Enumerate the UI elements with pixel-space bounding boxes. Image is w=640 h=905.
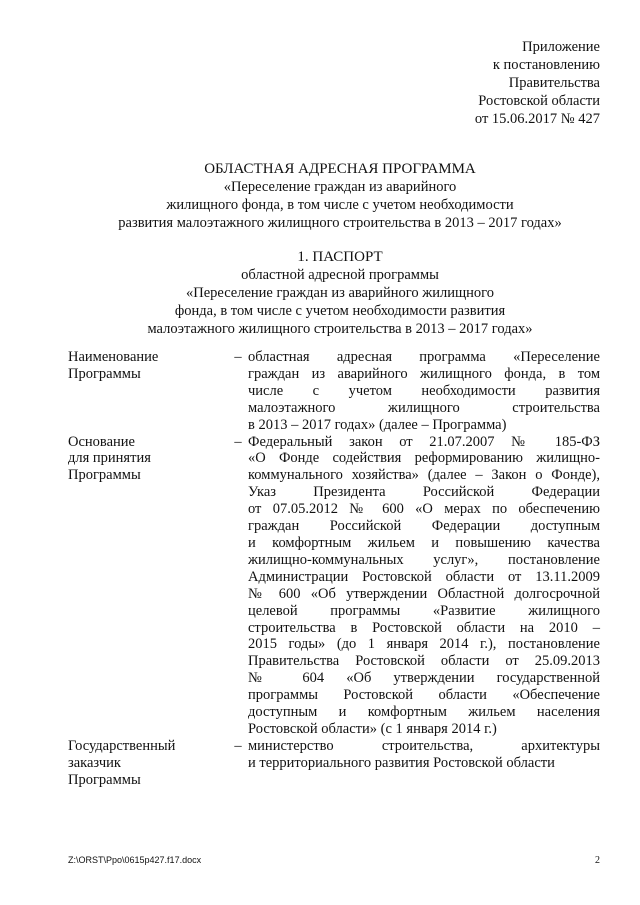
row-label-line: Наименование xyxy=(68,349,159,365)
row-value-line: № 604 «Об утверждении государственной xyxy=(248,670,600,687)
row-label-line: для принятия xyxy=(68,450,151,467)
row-label-line: Программы xyxy=(68,467,141,484)
row-value-line: Указ Президента Российской Федерации xyxy=(248,484,600,501)
program-title-line: развития малоэтажного жилищного строительства в 2013 – 2017 годах» xyxy=(118,215,562,231)
appendix-block xyxy=(400,38,600,128)
appendix-line: от 15.06.2017 № 427 xyxy=(474,111,600,127)
row-value-line: малоэтажного жилищного строительства xyxy=(248,399,600,416)
row-value-line: доступным и комфортным жильем населения xyxy=(248,704,600,721)
row-value-line: программы Ростовской области «Обеспечение xyxy=(248,687,600,704)
row-value-line: и территориального развития Ростовской области xyxy=(248,754,555,771)
row-label-line: Программы xyxy=(68,365,141,382)
page-number: 2 xyxy=(595,855,600,866)
row-value-line: числе с учетом необходимости развития xyxy=(248,382,600,399)
row-value-line: Администрации Ростовской области от 13.11.2009 xyxy=(248,568,600,585)
appendix-line: Ростовской области xyxy=(478,93,600,109)
row-dash: – xyxy=(234,349,242,365)
row-value-line: граждан из аварийного жилищного фонда, в том xyxy=(248,365,600,382)
passport-title-line: «Переселение граждан из аварийного жилищного xyxy=(185,285,495,301)
passport-row-customer xyxy=(68,738,600,789)
passport-title-line: малоэтажного жилищного строительства в 2013 – 2017 годах» xyxy=(147,321,533,337)
row-value-line: и комфортным жильем и повышению качества xyxy=(248,534,600,551)
row-value-line: от 07.05.2012 № 600 «О мерах по обеспечению xyxy=(248,501,600,518)
row-value xyxy=(248,349,600,434)
row-value-line: коммунального хозяйства» (далее – Закон о Фонде), xyxy=(248,467,600,484)
row-value-line: 2015 годы» (до 1 января 2014 г.), постановление xyxy=(248,636,600,653)
program-heading xyxy=(40,160,640,232)
appendix-line: к постановлению xyxy=(492,57,600,73)
row-value xyxy=(248,434,600,738)
row-label xyxy=(68,738,228,789)
row-label xyxy=(68,349,228,434)
footer-file-path: Z:\ORST\Ppo\0615p427.f17.docx xyxy=(68,855,202,865)
passport-title-line: фонда, в том числе с учетом необходимости развития xyxy=(174,303,506,319)
appendix-line: Правительства xyxy=(508,75,600,91)
passport-title: 1. ПАСПОРТ xyxy=(297,249,383,265)
row-label-line: заказчик xyxy=(68,754,121,771)
row-value-line: «О Фонде содействия реформированию жилищно- xyxy=(248,450,600,467)
passport-heading xyxy=(40,248,640,338)
program-title: ОБЛАСТНАЯ АДРЕСНАЯ ПРОГРАММА xyxy=(204,161,476,177)
row-value xyxy=(248,738,600,789)
row-value-line: министерство строительства, архитектуры xyxy=(248,737,600,754)
row-label-line: Программы xyxy=(68,771,141,788)
row-value-line: целевой программы «Развитие жилищного xyxy=(248,602,600,619)
appendix-line: Приложение xyxy=(522,39,600,55)
row-label-line: Государственный xyxy=(68,737,176,754)
row-label-line: Основание xyxy=(68,433,135,450)
row-value-line: № 600 «Об утверждении Областной долгосрочной xyxy=(248,585,600,602)
passport-row-basis xyxy=(68,434,600,738)
passport-title-line: областной адресной программы xyxy=(241,267,439,283)
row-value-line: Ростовской области» (с 1 января 2014 г.) xyxy=(248,720,497,737)
row-value-line: Правительства Ростовской области от 25.09.2013 xyxy=(248,653,600,670)
row-value-line: в 2013 – 2017 годах» (далее – Программа) xyxy=(248,416,507,433)
program-title-line: жилищного фонда, в том числе с учетом необходимости xyxy=(166,197,514,213)
row-value-line: строительства в Ростовской области на 2010 – xyxy=(248,619,600,636)
passport-row-name xyxy=(68,349,600,434)
row-value-line: Федеральный закон от 21.07.2007 № 185-ФЗ xyxy=(248,433,600,450)
program-title-line: «Переселение граждан из аварийного xyxy=(223,179,457,195)
row-dash: – xyxy=(234,737,242,754)
row-value-line: жилищно-коммунальных услуг», постановление xyxy=(248,551,600,568)
row-value-line: областная адресная программа «Переселение xyxy=(248,349,600,365)
row-value-line: граждан Российской Федерации доступным xyxy=(248,518,600,535)
row-label xyxy=(68,434,228,738)
passport-table xyxy=(68,349,600,789)
row-dash: – xyxy=(234,433,242,450)
